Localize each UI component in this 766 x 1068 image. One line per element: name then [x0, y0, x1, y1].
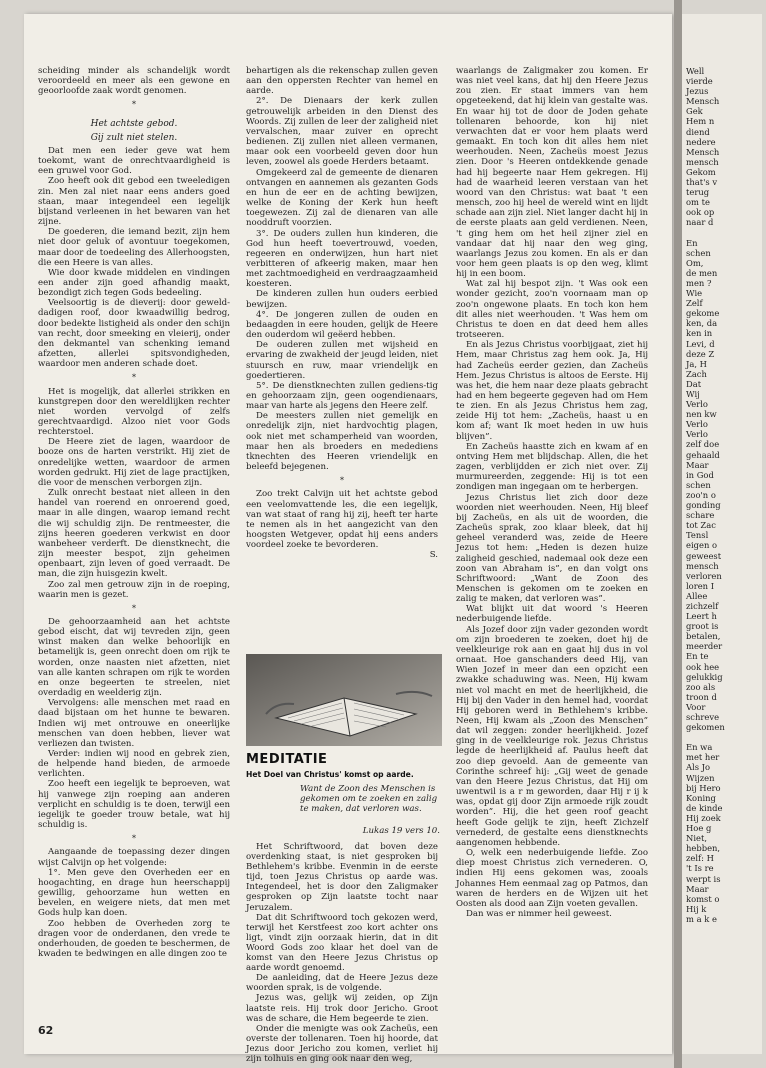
paragraph: De goederen, die iemand bezit, zijn hem niet door geluk of avontuur toegekomen, maar door de toedeeling des Allerhoogsten, die een Heere is van alles. [38, 227, 230, 268]
adjacent-line: Well [686, 66, 705, 76]
paragraph: Zoo trekt Calvijn uit het achtste gebod een veelomvattende les, die een iegelijk, van wat staat of rang hij zij, heeft ter harte te nemen als in het aangezicht van den hoogsten Wetgever, opdat hij eens anders voordeel zoeke te bevorderen. [246, 489, 438, 551]
paragraph: Onder die menigte was ook Zacheüs, een overste der tollenaren. Toen hij hoorde, dat Jezus door Jericho zou komen, verliet hij zijn tolhuis en ging ook naar den weg, [246, 1023, 438, 1064]
adjacent-line: eigen o [686, 540, 718, 551]
adjacent-line: gekome [686, 308, 720, 319]
adjacent-line: in God [686, 469, 714, 480]
paragraph: 1°. Men geve den Overheden eer en hoogachting, en drage hun heerschappij gewillig, gehoorzame hun wetten en bevelen, en weigere niets, dat men met Gods hulp kan doen. [38, 867, 230, 919]
signature: S. [429, 550, 438, 561]
adjacent-line: Wijzen [686, 772, 715, 783]
adjacent-line: om te [686, 197, 710, 208]
adjacent-line: zichzelf [686, 600, 719, 611]
adjacent-line: de men [686, 267, 718, 278]
adjacent-line: m a k e [686, 913, 717, 924]
paragraph: Zulk onrecht bestaat niet alleen in den handel van roerend en onroerend goed, maar in alle dingen, waarop iemand recht die wij schuldig zijn. De rentmeester, die zijns heeren goederen verkwist en door wanbeheer verderft. De dienstknecht, die zijn meester bespot, zijn geheimen openbaart, zijn leven of goed verraadt. De man, die zijn huisgezin kwelt. [38, 488, 230, 580]
paragraph: Het is mogelijk, dat allerlei strikken en kunstgrepen door den wereldlijken rechter niet worden vervolgd of zelfs gerechtvaardigd. Alzoo niet voor Gods rechterstoel. [38, 386, 230, 438]
adjacent-line: diend [686, 126, 710, 137]
paragraph: De gehoorzaamheid aan het achtste gebod eischt, dat wij tevreden zijn, geen winst maken dan welke behoorlijk en betamelijk is, geen onrecht doen om rijk te worden, onze naasten niet afzetten, niet van alle kanten schrapen om rijk te worden en onze begeerten te streelen, niet overdadig en weelderig zijn. [38, 616, 230, 699]
column-3 [456, 66, 648, 919]
paragraph: Dat men een ieder geve wat hem toekomt, want de onrechtvaardigheid is een gruwel voor God. [38, 145, 230, 177]
adjacent-line: Als Jo [686, 762, 711, 773]
adjacent-line: Hij zoek [686, 812, 721, 823]
adjacent-line: komst o [686, 893, 720, 904]
adjacent-line: schen [686, 247, 711, 258]
adjacent-line: that's v [686, 177, 718, 188]
paragraph: Aangaande de toepassing dezer dingen wijst Calvijn op het volgende: [38, 847, 230, 868]
paragraph: De ouderen zullen met wijsheid en ervaring de zwakheid der jeugd leiden, niet stuursch en ruw, maar vriendelijk en goedertieren. [246, 340, 438, 381]
adjacent-line: schen [686, 479, 711, 490]
section-heading: Het achtste gebod. [90, 118, 178, 129]
adjacent-page [682, 14, 762, 1054]
paragraph: waarlangs de Zaligmaker zou komen. Er was niet veel kans, dat hij den Heere Jezus zou zien. Er staat immers van hem opgeteekend, dat hij klein van gestalte was. En waar hij tot de door de Joden gehate tollenaren behoorde, kon hij niet verwachten dat er voor hem plaats werd gemaakt. En toch kon dit alles hem niet weerhouden. Neen, Zacheüs moest Jezus zien. Door 's Heeren ontdekkende genade had hij begeerte naar Hem gekregen. Hij had de waarheid leeren verstaan van het woord van den Christus: wat baat 't een mensch, zoo hij heel de wereld wint en lijdt schade aan zijn ziel. Niet langer dacht hij in de eerste plaats aan geld verdienen. Neen, 't ging hem om het heil zijner ziel en vandaar dat hij naar den weg ging, waarlangs Jezus zou komen. En als er dan voor hem geen plaats is op den weg, klimt hij in een boom. [456, 66, 648, 280]
adjacent-line: troon d [686, 691, 717, 702]
adjacent-line: Gek [686, 106, 703, 117]
page-number: 62 [38, 1024, 54, 1037]
adjacent-line: Hem n [686, 116, 715, 127]
adjacent-line: Mensch [686, 146, 720, 157]
adjacent-line: met her [686, 752, 720, 763]
adjacent-line: schare [686, 510, 715, 521]
adjacent-line: En te [686, 651, 709, 662]
meditatie-heading: MEDITATIE [246, 752, 328, 767]
adjacent-line: gelukkig [686, 671, 723, 682]
adjacent-line: Verlo [686, 399, 708, 410]
paragraph: O, welk een nederbuigende liefde. Zoo diep moest Christus zich vernederen. O, indien Hij eens gekomen was, zooals Johannes Hem eenmaal zag op Patmos, dan waren de herders en de Wijzen uit het Oosten als dood aan Zijn voeten gevallen. [456, 848, 648, 909]
paragraph: De meesters zullen niet gemelijk en onredelijk zijn, niet hardvochtig plagen, ook niet met schamperheid van woorden, maar hen als broeders en medediens tknechten des Heeren vriendelijk en beleefd bejegenen. [246, 411, 438, 473]
adjacent-line: En [686, 237, 698, 248]
adjacent-line: Levi, d [686, 338, 715, 349]
adjacent-line: Jezus [686, 86, 709, 97]
paragraph: De Heere ziet de lagen, waardoor de booze ons de harten verstrikt. Hij ziet de onredelijke wetten, waardoor de armen worden gedrukt. Hij ziet de lage practijken, die voor de menschen verborgen zijn. [38, 437, 230, 488]
adjacent-line: ook hee [686, 661, 720, 672]
paragraph: scheiding minder als schandelijk wordt veroordeeld en meer als een gewone en geoorloofde zaak wordt genomen. [38, 66, 230, 97]
adjacent-line: deze Z [686, 348, 715, 359]
magazine-page [24, 14, 672, 1064]
adjacent-line: naar d [686, 217, 714, 228]
adjacent-line: de kinde [686, 802, 723, 813]
paragraph: Jezus Christus liet zich door deze woorden niet weerhouden. Neen, Hij bleef bij Zacheüs, en als uit de woorden, die Zacheüs sprak, zoo klaar bleek, dat hij geheel veranderd was, zeide de Heere Jezus tot hem: „Heden is dezen huize zaligheid geschied, nademaal ook deze een zoon van Abraham is”, en dan volgt ons Schriftwoord: „Want de Zoon des Menschen is gekomen om te zoeken en zalig te maken, dat verloren was”. [456, 492, 648, 605]
adjacent-line: ook op [686, 207, 715, 218]
paragraph: Zoo heeft een iegelijk te beproeven, wat hij vanwege zijn roeping aan anderen verplicht en schuldig is te doen, terwijl een iegelijk te goeder trouw betale, wat hij schuldig is. [38, 779, 230, 831]
adjacent-line: Leert h [686, 611, 717, 622]
section-subheading: Gij zult niet stelen. [90, 132, 178, 143]
adjacent-line: Verlo [686, 429, 708, 440]
paragraph: 4°. De jongeren zullen de ouden en bedaagden in eere houden, gelijk de Heere den ouderdom wil geëerd hebben. [246, 309, 438, 341]
adjacent-line: zoo als [686, 681, 716, 692]
paragraph: De kinderen zullen hun ouders eerbied bewijzen. [246, 289, 438, 310]
adjacent-line: mensch [686, 560, 719, 571]
paragraph: En Zacheüs haastte zich en kwam af en ontving Hem met blijdschap. Allen, die het zagen, verblijdden er zich niet over. Zij murmureerden, zeggende: Hij is tot een zondigen man ingegaan om te herbergen. [456, 441, 648, 493]
adjacent-line: meerder [686, 641, 723, 652]
adjacent-line: terug [686, 187, 710, 198]
paragraph: Jezus was, gelijk wij zeiden, op Zijn laatste reis. Hij trok door Jericho. Groot was de schare, die Hem begeerde te zien. [246, 993, 438, 1024]
adjacent-line: Gekom [686, 166, 716, 177]
adjacent-line: En wa [686, 742, 713, 753]
adjacent-line: vierde [686, 76, 713, 87]
adjacent-line: betalen, [686, 631, 721, 642]
paragraph: De aanleiding, dat de Heere Jezus deze woorden sprak, is de volgende. [246, 973, 438, 994]
adjacent-line: Koning [686, 792, 716, 803]
adjacent-line: hebben, [686, 843, 721, 854]
meditatie-subtitle: Het Doel van Christus' komst op aarde. [246, 770, 414, 779]
adjacent-line: tot Zac [686, 520, 716, 531]
paragraph: Zoo heeft ook dit gebod een tweeledigen zin. Men zal niet naar eens anders goed staan, maar integendeel een iegelijk bijstand verleenen in het bewaren van het zijne. [38, 176, 230, 228]
adjacent-line: Maar [686, 459, 709, 470]
paragraph: Zoo zal men getrouw zijn in de roeping, waarin men is gezet. [38, 579, 230, 600]
adjacent-line: Allee [686, 590, 708, 601]
column-2: behartigen als die rekenschap zullen geven aan den oppersten Rechter van hemel en aarde. 2°. De Dienaars der kerk zullen getrouwelijk arbeiden in den Dienst des Woords. Zij zullen de leer der zaligheid niet vervalschen, maar zuiver en oprecht bedienen. Zij zullen niet alleen vermanen, maar ook een voorbeeld geven door hun leven, zoowel als goede Herders betaamt. Omgekeerd zal de gemeente de dienaren ontvangen en aannemen als gezanten Gods en hun de eer en de achting bewijzen, welke de Koning der Kerk hun heeft toegewezen. Zij zal de dienaren van alle nooddruft voorzien. 3°. De ouders zullen hun kinderen, die God hun heeft toevertrouwd, voeden, regeeren en onderwijzen, hun hart niet verbitteren of afkeerig maken, maar hen met zachtmoedigheid en verdraagzaamheid koesteren. De kinderen zullen hun ouders eerbied bewijzen. 4°. De jongeren zullen de ouden en bedaagden in eere houden, gelijk de Heere den ouderdom wil geëerd hebben. De ouderen zullen met wijsheid en ervaring de zwakheid der jeugd leiden, niet stuursch en ruw, maar vriendelijk en goedertieren. 5°. De dienstknechten zullen gediens-tig en gehoorzaam zijn, geen oogendienaars, maar van harte als jegens den Heere zelf. De meesters zullen niet gemelijk en onredelijk zijn, niet hardvochtig plagen, ook niet met schamperheid van woorden, maar hen als broeders en medediens tknechten des Heeren vriendelijk en beleefd bejegenen. * Zoo trekt Calvijn uit het achtste gebod een veelomvattende les, die een iegelijk, van wat staat of rang hij zij, heeft ter harte te nemen als in het aangezicht van den hoogsten Wetgever, opdat hij eens anders voordeel zoeke te bevorderen. S. [246, 66, 438, 561]
adjacent-line: zelf: H [686, 853, 714, 864]
adjacent-line: ken in [686, 328, 713, 339]
adjacent-line: gehaald [686, 449, 720, 460]
paragraph: behartigen als die rekenschap zullen geven aan den oppersten Rechter van hemel en aarde. [246, 66, 438, 97]
paragraph: Dan was er nimmer heil geweest. [466, 908, 612, 919]
adjacent-line: Voor [686, 701, 706, 712]
paragraph: Wie door kwade middelen en vindingen een ander zijn goed afhandig maakt, bezondigt zich tegen Gods bedeeling. [38, 267, 230, 299]
adjacent-line: geweest [686, 550, 722, 561]
paragraph: Vervolgens: alle menschen met raad en daad bijstaan om het hunne te bewaren. Indien wij met ontrouwe en oneerlijke menschen van doen hebben, liever wat verliezen dan twisten. [38, 698, 230, 749]
adjacent-line: Tensl [686, 530, 709, 541]
adjacent-line: Maar [686, 883, 709, 894]
adjacent-line: groot is [686, 621, 719, 632]
adjacent-line: ken, da [686, 318, 718, 329]
paragraph: Dat dit Schriftwoord toch gekozen werd, terwijl het Kerstfeest zoo kort achter ons ligt, vindt zijn oorzaak hierin, dat in dit Woord Gods zoo klaar het doel van de komst van den Heere Jezus Christus op aarde wordt genoemd. [246, 912, 438, 974]
adjacent-line: Hoe g [686, 823, 712, 834]
adjacent-line: zelf doe [686, 439, 720, 450]
adjacent-line: zoo'n o [686, 489, 716, 500]
adjacent-line: Mensch [686, 96, 720, 107]
adjacent-line: Om, [686, 257, 704, 268]
book-gutter [674, 0, 682, 1068]
adjacent-line: Zelf [686, 298, 703, 309]
adjacent-line: Hij k [686, 903, 707, 914]
scripture-quote: Want de Zoon des Menschen is gekomen om te zoeken en zalig te maken, dat verloren was. [300, 784, 438, 815]
adjacent-line: 't Is re [686, 863, 714, 874]
meditatie-body [246, 842, 438, 1064]
adjacent-line: Verlo [686, 419, 708, 430]
paragraph: Het Schriftwoord, dat boven deze overdenking staat, is niet gesproken bij Bethlehem's kribbe. Evenmin in de eerste tijd, toen Jezus Christus op aarde was. Integendeel, het is door den Zaligmaker gesproken op Zijn laatste tocht naar Jeruzalem. [246, 842, 438, 913]
adjacent-line [686, 228, 766, 238]
adjacent-line: nen kw [686, 409, 717, 420]
adjacent-line: Niet, [686, 833, 707, 844]
adjacent-page-text [686, 66, 766, 924]
paragraph: Als Jozef door zijn vader gezonden wordt om zijn broederen te zoeken, doet hij de veelkleurige rok aan en gaat hij dus in vol ornaat. Hoe ganschanders deed Hij, van Wien Jozef in meer dan een opzicht een zwakke schaduwing was. Neen, Hij kwam niet vol macht en met de heerlijkheid, die Hij bij den Vader in den hemel had, voordat Hij geboren werd in Bethlehem's kribbe. Neen, Hij kwam als „Zoon des Menschen” dat wil zeggen: zonder heerlijkheid. Jozef ging in de veelkleurige rok. Jezus Christus legde de heerlijkheid af. Paulus heeft dat zoo diep gevoeld. Aan de gemeente van Corinthe schreef hij: „Gij weet de genade van den Heere Jezus Christus, dat Hij om uwentwil is a r m geworden, daar Hij r ij k was, opdat gij door Zijn armoede rijk zoudt worden”. Hij, die het geen roof geacht heeft Gode gelijk te zijn, heeft Zichzelf vernederd, de gestalte eens dienstknechts aangenomen hebbende. [456, 624, 648, 848]
adjacent-line: loren I [686, 580, 715, 591]
adjacent-line: bij Hero [686, 782, 721, 793]
paragraph: Zoo hebben de Overheden zorg te dragen voor de onderdanen, den vrede te onderhouden, de goeden te beschermen, de kwaden te bedwingen en alle dingen zoo te [38, 918, 230, 959]
paragraph: Wat blijkt uit dat woord 's Heeren nederbuigende liefde. [456, 604, 648, 625]
adjacent-line: Dat [686, 378, 702, 389]
adjacent-line: Ja, H [686, 358, 707, 369]
paragraph: Wat zal hij bespot zijn. 't Was ook een wonder gezicht, zoo'n voornaam man op zoo'n ongewone plaats. En toch kon hem dit alles niet weerhouden. 't Was hem om Christus te doen en dat deed hem alles trotseeren. [456, 279, 648, 341]
column-1: scheiding minder als schandelijk wordt veroordeeld en meer als een gewone en geoorloofde zaak wordt genomen. * Het achtste gebod. Gij zult niet stelen. Dat men een ieder geve wat hem toekomt, want de onrechtvaardigheid is een gruwel voor God. Zoo heeft ook dit gebod een tweeledigen zin. Men zal niet naar eens anders goed staan, maar integendeel een iegelijk bijstand verleenen in het bewaren van het zijne. De goederen, die iemand bezit, zijn hem niet door geluk of avontuur toegekomen, maar door de toedeeling des Allerhoogsten, die een Heere is van alles. Wie door kwade middelen en vindingen een ander zijn goed afhandig maakt, bezondigt zich tegen Gods bedeeling. Veelsoortig is de dieverij: door geweld-dadigen roof, door kwaadwillig bedrog, door bedekte listigheid als onder den schijn van recht, door smeeking en vleierij, onder den dekmantel van schenking iemand afzetten, allerlei spitsvondigheden, waardoor men anderen schade doet. * Het is mogelijk, dat allerlei strikken en kunstgrepen door den wereldlijken rechter niet worden vervolgd of zelfs gerechtvaardigd. Alzoo niet voor Gods rechterstoel. De Heere ziet de lagen, waardoor de booze ons de harten verstrikt. Hij ziet de onredelijke wetten, waardoor de armen worden gedrukt. Hij ziet de lage practijken, die voor de menschen verborgen zijn. Zulk onrecht bestaat niet alleen in den handel van roerend en onroerend goed, maar in alle dingen, waarop iemand recht die wij schuldig zijn. De rentmeester, die zijns heeren goederen verkwist en door wanbeheer verderft. De dienstknecht, die zijn meester bespot, zijn geheimen openbaart, zijn leven of goed verraadt. De man, die zijn huisgezin kwelt. Zoo zal men getrouw zijn in de roeping, waarin men is gezet. * De gehoorzaamheid aan het achtste gebod eischt, dat wij tevreden zijn, geen winst maken dan welke behoorlijk en betamelijk is, geen onrecht doen om rijk te worden, onze naasten niet afzetten, niet van alle kanten schrapen om rijk te worden en onze begeerten te streelen, niet overdadig en weelderig zijn. Vervolgens: alle menschen met raad en daad bijstaan om het hunne te bewaren. Indien wij met ontrouwe en oneerlijke menschen van doen hebben, liever wat verliezen dan twisten. Verder: indien wij nood en gebrek zien, de helpende hand bieden, de armoede verlichten. Zoo heeft een iegelijk te beproeven, wat hij vanwege zijn roeping aan anderen verplicht en schuldig is te doen, terwijl een iegelijk te goeder trouw betale, wat hij schuldig is. * Aangaande de toepassing dezer dingen wijst Calvijn op het volgende: 1°. Men geve den Overheden eer en hoogachting, en drage hun heerschappij gewillig, gehoorzame hun wetten en bevelen, en weigere niets, dat men met Gods hulp kan doen. Zoo hebben de Overheden zorg te dragen voor de onderdanen, den vrede te onderhouden, de goeden te beschermen, de kwaden te bedwingen en alle dingen zoo te [38, 66, 230, 959]
paragraph: En als Jezus Christus voorbijgaat, ziet hij Hem, maar Christus zag hem ook. Ja, Hij had Zacheüs eerder gezien, dan Zacheüs Hem. Jezus Christus is altoos de Eerste. Hij was het, die hem naar deze plaats gebracht had en hem begeerte gegeven had om Hem te zien. En als Jezus Christus hem zag, zeide Hij tot hem: „Zacheüs, haast u en kom af; want Ik moet heden in uw huis blijven”. [456, 340, 648, 442]
adjacent-line [686, 732, 766, 742]
open-bible-illustration [246, 654, 442, 746]
adjacent-line: gekomen [686, 722, 725, 733]
paragraph: 2°. De Dienaars der kerk zullen getrouwelijk arbeiden in den Dienst des Woords. Zij zullen de leer der zaligheid niet vervalschen, maar zuiver en oprecht bedienen. Zij zullen niet alleen vermanen, maar ook een voorbeeld geven door hun leven, zoowel als goede Herders betaamt. [246, 96, 438, 168]
paragraph: Veelsoortig is de dieverij: door geweld-dadigen roof, door kwaadwillig bedrog, door bedekte listigheid als onder den schijn van recht, door smeeking en vleierij, onder den dekmantel van schenking iemand afzetten, allerlei spitsvondigheden, waardoor men anderen schade doet. [38, 298, 230, 370]
adjacent-line: werpt is [686, 873, 721, 884]
adjacent-line: verloren [686, 570, 722, 581]
paragraph: Verder: indien wij nood en gebrek zien, de helpende hand bieden, de armoede verlichten. [38, 749, 230, 780]
paragraph: 5°. De dienstknechten zullen gediens-tig en gehoorzaam zijn, geen oogendienaars, maar van harte als jegens den Heere zelf. [246, 380, 438, 412]
scripture-reference: Lukas 19 vers 10. [362, 826, 440, 836]
adjacent-line: mensch [686, 156, 719, 167]
paragraph: Omgekeerd zal de gemeente de dienaren ontvangen en aannemen als gezanten Gods en hun de eer en de achting bewijzen, welke de Koning der Kerk hun heeft toegewezen. Zij zal de dienaren van alle nooddruft voorzien. [246, 167, 438, 229]
adjacent-line: schreve [686, 712, 720, 722]
adjacent-line: nedere [686, 136, 716, 147]
adjacent-line: Wie [686, 288, 703, 299]
adjacent-line: Zach [686, 368, 707, 379]
adjacent-line: Wij [686, 389, 700, 399]
adjacent-line: gonding [686, 500, 721, 511]
adjacent-line: men ? [686, 277, 712, 288]
paragraph: 3°. De ouders zullen hun kinderen, die God hun heeft toevertrouwd, voeden, regeeren en onderwijzen, hun hart niet verbitteren of afkeerig maken, maar hen met zachtmoedigheid en verdraagzaamheid koesteren. [246, 228, 438, 290]
